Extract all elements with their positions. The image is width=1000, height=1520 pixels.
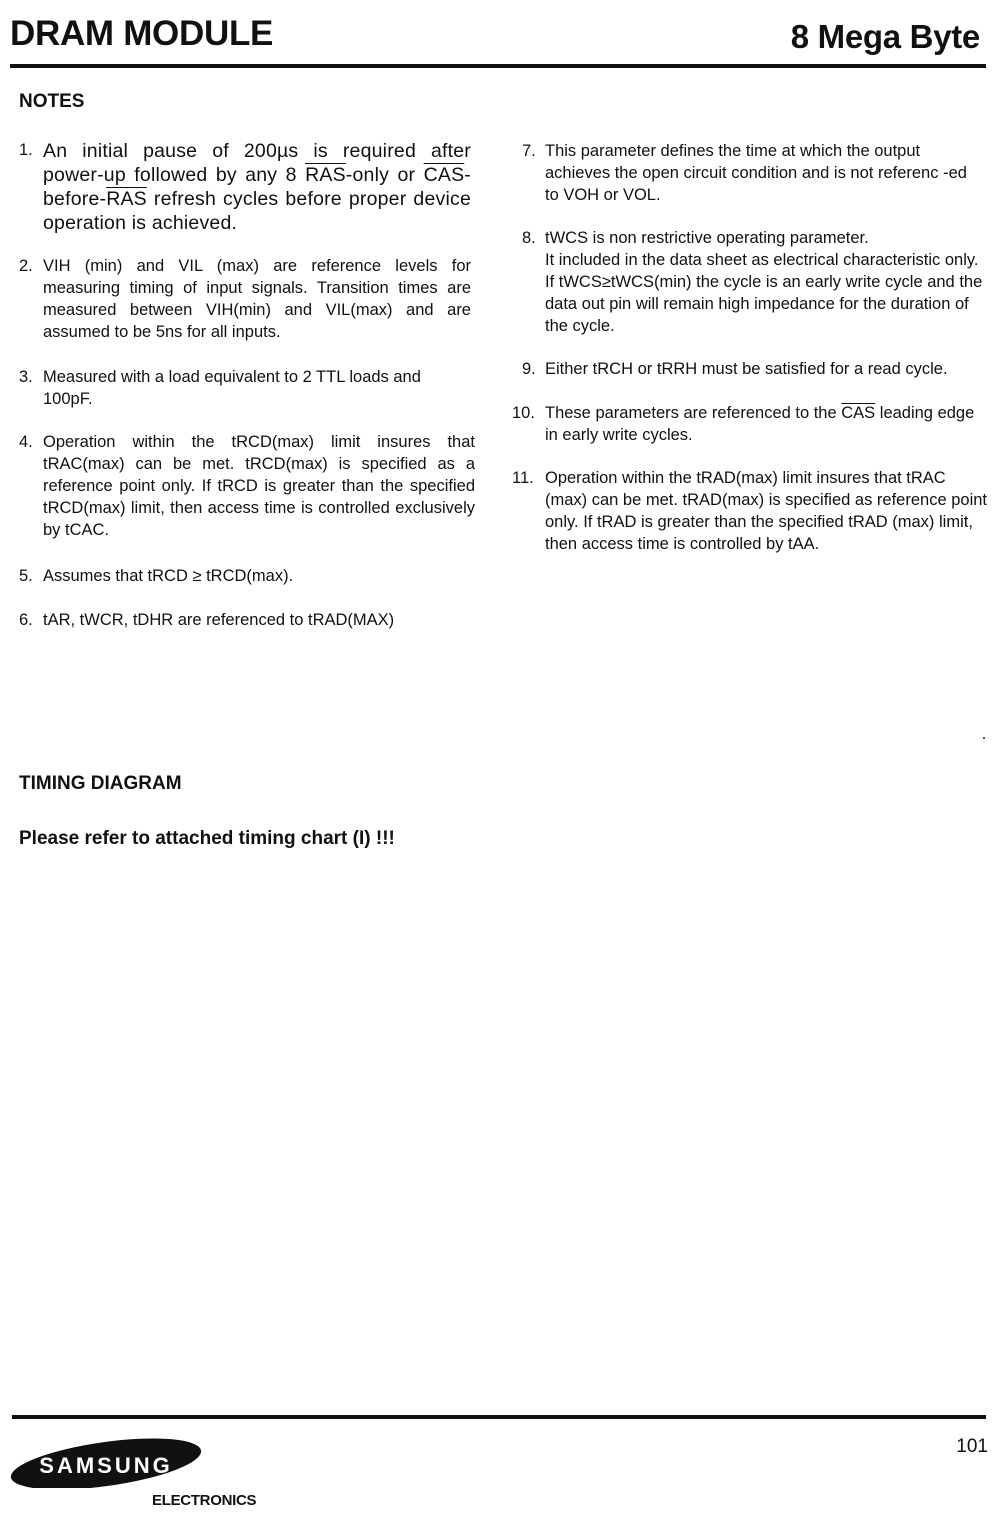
cas-bar-signal: $\overline{CAS}$	[423, 164, 465, 186]
brand-text: SAMSUNG	[39, 1453, 173, 1478]
samsung-logo	[6, 1436, 206, 1488]
note-number: 3.	[19, 368, 33, 386]
stray-dot	[983, 737, 985, 739]
note-5	[19, 565, 471, 587]
note-text: It included in the data sheet as electrical characteristic only. If tWCS≥tWCS(min) the cycle is an early write cycle and the data out pin will remain high impedance for the duration of the cycle.	[545, 251, 983, 335]
note-text: An initial pause of 200µs is required after power-up followed by any 8 $\overline{RAS}$-only or $\overline{CAS}-before-\overline{RAS}$ refresh cycles before proper device operation is achieved.	[43, 140, 471, 234]
note-number: 6.	[19, 611, 33, 629]
note-text: Operation within the tRAD(max) limit insures that tRAC (max) can be met. tRAD(max) is specified as reference point only. If tRAD is greater than the specified tRAD (max) limit, then access time is controlled by tAA.	[545, 469, 987, 553]
note-number: 1.	[19, 141, 33, 159]
note-number: 9.	[522, 360, 536, 378]
note-text: These parameters are referenced to the $\overline{CAS}$ leading edge in early write cycles.	[545, 404, 975, 444]
header-rule	[10, 64, 986, 68]
note-number: 11.	[512, 469, 534, 487]
note-6	[19, 609, 471, 631]
note-number: 10.	[512, 404, 535, 422]
note-8	[512, 227, 987, 337]
note-text: Either tRCH or tRRH must be satisfied for a read cycle.	[545, 360, 948, 378]
footer-rule	[12, 1415, 986, 1419]
note-text: tAR, tWCR, tDHR are referenced to tRAD(MAX)	[43, 611, 395, 629]
note-4	[19, 431, 475, 541]
note-2	[19, 255, 471, 343]
capacity-title: 8 Mega Byte	[790, 18, 980, 55]
note-text: Operation within the tRCD(max) limit insures that tRAC(max) can be met. tRCD(max) is specified as a reference point only. If tRCD is greater than the specified tRCD(max) limit, then access time is controlled exclusively by tCAC.	[43, 433, 475, 539]
notes-heading: NOTES	[19, 91, 85, 112]
note-number: 5.	[19, 567, 33, 585]
note-text-first-line: tWCS is non restrictive operating parameter.	[545, 229, 869, 247]
note-text: Assumes that tRCD ≥ tRCD(max).	[43, 567, 294, 585]
note-9	[512, 358, 994, 380]
page-number: 101	[956, 1436, 988, 1457]
note-3	[19, 366, 471, 410]
note-number: 7.	[522, 142, 536, 160]
note-number: 8.	[522, 229, 536, 247]
timing-reference: Please refer to attached timing chart (I) !!!	[19, 828, 395, 849]
note-number: 2.	[19, 257, 33, 275]
cas-bar-signal: $\overline{CAS}$	[841, 404, 876, 422]
document-title: DRAM MODULE	[10, 14, 274, 53]
note-10	[512, 402, 987, 446]
note-1	[19, 139, 471, 235]
note-11	[512, 467, 992, 555]
note-7	[512, 140, 972, 206]
note-text: VIH (min) and VIL (max) are reference levels for measuring timing of input signals. Transition times are measured between VIH(min) and VIL(max) and are assumed to be 5ns for all inputs.	[43, 257, 471, 341]
division-text: ELECTRONICS	[152, 1492, 257, 1509]
note-text: Measured with a load equivalent to 2 TTL loads and 100pF.	[43, 368, 421, 408]
note-text: This parameter defines the time at which the output achieves the open circuit condition and is not referenc -ed to VOH or VOL.	[545, 142, 967, 204]
ras-bar-signal: $\overline{RAS}$	[305, 164, 346, 186]
timing-heading: TIMING DIAGRAM	[19, 773, 182, 794]
ras-bar-signal: $\overline{RAS}$	[106, 188, 147, 210]
note-number: 4.	[19, 433, 33, 451]
